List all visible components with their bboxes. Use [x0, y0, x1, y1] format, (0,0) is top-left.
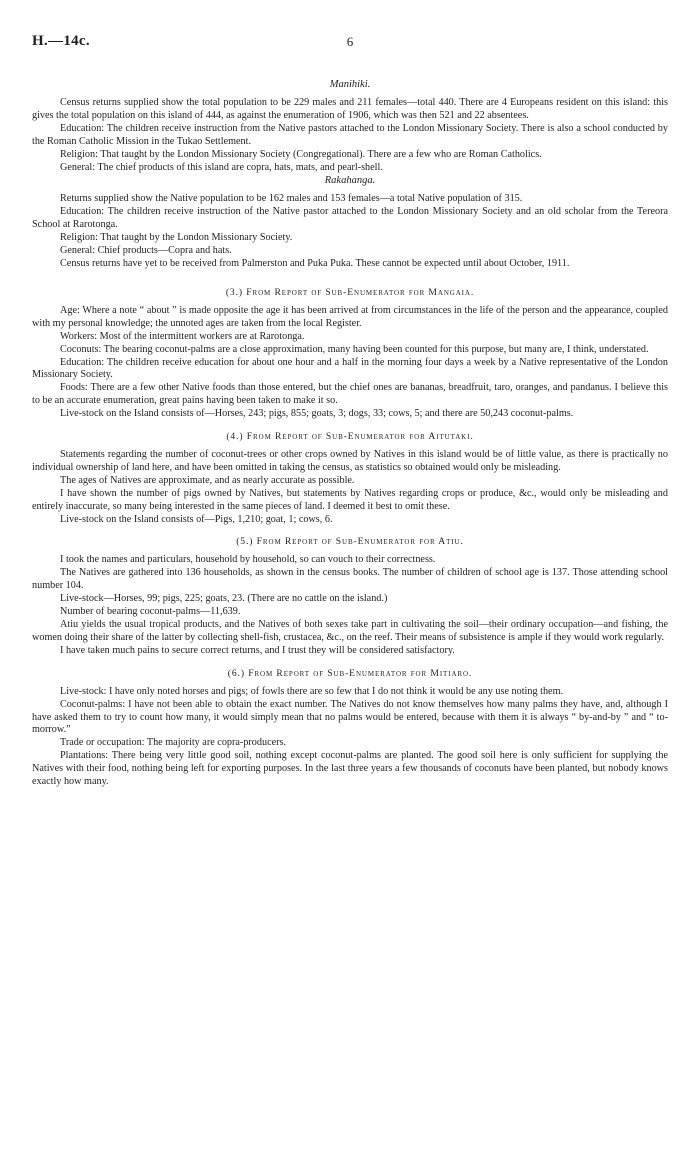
paragraph: Live-stock: I have only noted horses and pigs; of fowls there are so few that I do not think it would be any use noting them.: [60, 685, 564, 697]
section-gap: [32, 271, 668, 277]
paragraph: Education: The children receive instruction of the Native pastor attached to the London Missionary Society and an old scholar from the Tereora School at Rarotonga.: [32, 206, 668, 231]
paragraph: The ages of Natives are approximate, and as nearly accurate as possible.: [60, 474, 355, 486]
section-title: (4.) From Report of Sub-Enumerator for Aitutaki.: [226, 431, 474, 443]
page-number: 6: [346, 34, 354, 49]
paragraph: General: Chief products—Copra and hats.: [60, 245, 232, 257]
section-title: (5.) From Report of Sub-Enumerator for Atiu.: [236, 536, 464, 548]
paragraph: Coconuts: The bearing coconut-palms are a close approximation, many having been counted for this purpose, but many are, I think, understated.: [60, 343, 649, 355]
section-atiu: [32, 535, 668, 657]
section-title: (6.) From Report of Sub-Enumerator for Mitiaro.: [227, 667, 473, 679]
section-aitutaki: [32, 430, 668, 526]
paragraph: Plantations: There being very little good soil, nothing except coconut-palms are planted. The good soil here is only sufficient for supplying the Natives with their food, nothing being left for exporting purposes. In the last three years a few thousands of coconuts have been planted, but nobody knows exactly how many.: [32, 750, 668, 788]
section-mangaia: [32, 286, 668, 421]
paragraph: General: The chief products of this island are copra, hats, mats, and pearl-shell.: [60, 161, 383, 173]
paragraph: Education: The children receive education for about one hour and a half in the morning four days a week by a Native representative of the London Missionary Society.: [32, 356, 668, 381]
paragraph: Religion: That taught by the London Missionary Society.: [60, 232, 293, 244]
paragraph: I have taken much pains to secure correct returns, and I trust they will be considered satisfactory.: [60, 644, 455, 656]
paragraph: Live-stock on the Island consists of—Horses, 243; pigs, 855; goats, 3; dogs, 33; cows, 5; and there are 50,243 coconut-palms.: [60, 408, 574, 420]
paragraph: Coconut-palms: I have not been able to obtain the exact number. The Natives do not know themselves how many palms they have, and, although I have asked them to try to count how many, it would simply mean that no palms would be entered, because with them it is always “ by-and-by ” and “ to-morrow.”: [32, 698, 668, 736]
paragraph: Trade or occupation: The majority are copra-producers.: [60, 737, 287, 749]
paragraph: Foods: There are a few other Native foods than those entered, but the chief ones are bananas, breadfruit, taro, oranges, and pandanus. I believe this to be an accurate enumeration, great pains having been taken to make it so.: [32, 382, 668, 407]
paragraph: Live-stock on the Island consists of—Pigs, 1,210; goat, 1; cows, 6.: [60, 513, 333, 525]
section-mitiaro: [32, 667, 668, 789]
paragraph: Census returns have yet to be received from Palmerston and Puka Puka. These cannot be expected until about October, 1911.: [60, 257, 570, 269]
section-title: Manihiki.: [329, 79, 371, 90]
section-title: (3.) From Report of Sub-Enumerator for Mangaia.: [225, 286, 475, 298]
section-rakahanga: [32, 174, 668, 270]
document-code: H.—14c.: [32, 33, 90, 49]
paragraph: Atiu yields the usual tropical products, and the Natives of both sexes take part in cultivating the soil—their ordinary occupation—and fishing, the women doing their share of the latter by collecting shell-fish, crustacea, &c., on the reef. Their means of subsistence is ample if they would work regularly.: [32, 619, 668, 643]
paragraph: Religion: That taught by the London Missionary Society (Congregational). There are a few who are Roman Catholics.: [60, 148, 542, 160]
paragraph: Number of bearing coconut-palms—11,639.: [60, 606, 241, 618]
section-title: Rakahanga.: [324, 175, 376, 187]
page-header: [32, 33, 668, 53]
paragraph: I have shown the number of pigs owned by Natives, but statements by Natives regarding crops or produce, &c., would only be misleading and entirely inaccurate, so many being interested in the same pieces of land. I deemed it best to omit these.: [32, 487, 668, 512]
paragraph: Live-stock—Horses, 99; pigs, 225; goats, 23. (There are no cattle on the island.): [60, 593, 388, 605]
paragraph: Age: Where a note “ about ” is made opposite the age it has been arrived at from circumstances in the life of the person and the appearance, coupled with my personal knowledge; the unnoted ages are taken from the local Register.: [32, 304, 668, 329]
paragraph: Education: The children receive instruction from the Native pastors attached to the London Missionary Society. There is also a school conducted by the Roman Catholic Mission in the Tukao Settlement.: [32, 122, 668, 147]
section-manihiki: [32, 78, 668, 174]
paragraph: I took the names and particulars, household by household, so can vouch to their correctness.: [60, 554, 436, 566]
paragraph: Census returns supplied show the total population to be 229 males and 211 females—total 440. There are 4 Europeans resident on this island: this gives the total population on this island of 444, as against the enumeration of 1906, which was then 521 and 22 absentees.: [32, 97, 668, 121]
paragraph: Statements regarding the number of coconut-trees or other crops owned by Natives in this island would be of little value, as there is practically no individual ownership of land here, and have been omitted in taking the census, as statistics so obtained would only be misleading.: [32, 449, 668, 473]
paragraph: The Natives are gathered into 136 households, as shown in the census books. The number of children of school age is 137. Those attending school number 104.: [32, 567, 668, 592]
paragraph: Workers: Most of the intermittent workers are at Rarotonga.: [60, 330, 305, 342]
document-body: [32, 78, 668, 789]
paragraph: Returns supplied show the Native population to be 162 males and 153 females—a total Native population of 315.: [60, 193, 523, 205]
